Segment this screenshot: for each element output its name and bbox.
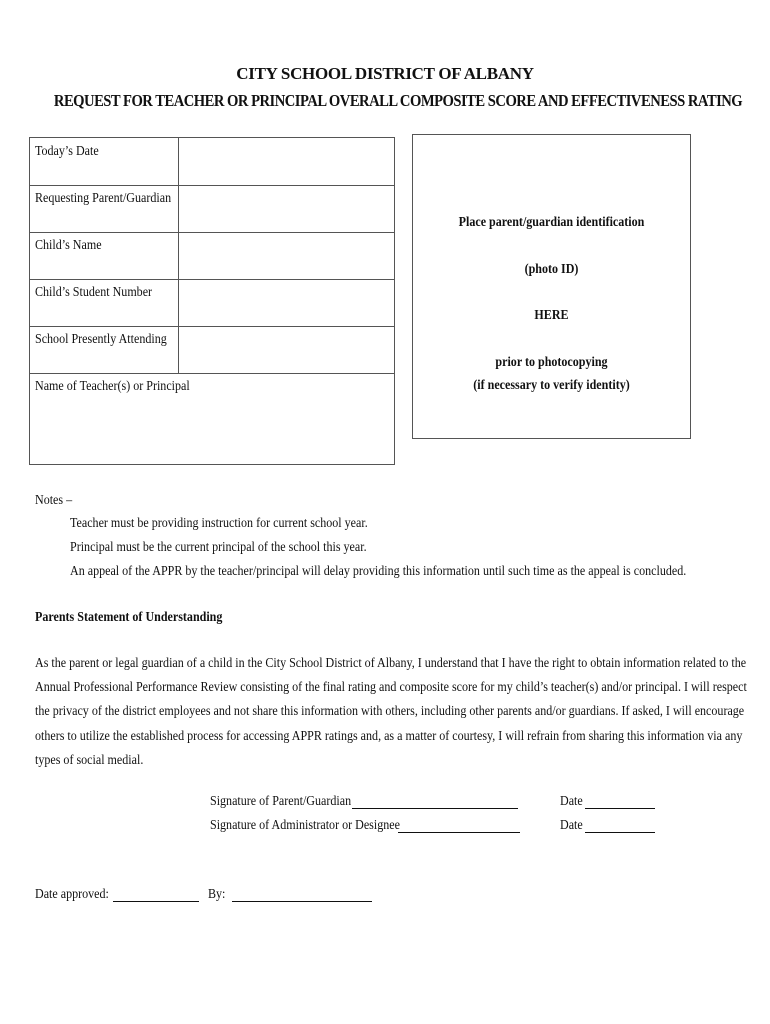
teacher-name-label: Name of Teacher(s) or Principal	[35, 379, 190, 394]
photo-box-line-3: HERE	[534, 308, 569, 323]
note-item: Principal must be the current principal of the school this year.	[70, 540, 367, 555]
requesting-parent-label: Requesting Parent/Guardian	[35, 191, 172, 206]
childs-name-field[interactable]	[178, 232, 395, 279]
date-approved-label: Date approved:	[35, 887, 109, 902]
row-requesting-parent	[30, 185, 394, 233]
form-title: REQUEST FOR TEACHER OR PRINCIPAL OVERALL COMPOSITE SCORE AND EFFECTIVENESS RATING	[53, 91, 743, 110]
photo-box-line-5: (if necessary to verify identity)	[473, 378, 630, 393]
student-number-label: Child’s Student Number	[35, 285, 153, 300]
photo-box-line-1: Place parent/guardian identification	[458, 215, 645, 230]
photo-box-line-4: prior to photocopying	[495, 355, 608, 370]
parent-signature-label: Signature of Parent/Guardian	[210, 794, 352, 809]
statement-line: Annual Professional Performance Review consisting of the final rating and composite score for my child’s teacher(s) and/or principal. I will respect	[35, 680, 747, 696]
student-number-field[interactable]	[178, 279, 395, 326]
admin-date-line[interactable]	[585, 818, 655, 833]
parent-signature-line[interactable]	[352, 794, 518, 809]
todays-date-label: Today’s Date	[35, 144, 99, 159]
statement-line: As the parent or legal guardian of a child in the City School District of Albany, I understand that I have the right to obtain information related to the	[35, 656, 747, 671]
note-item: Teacher must be providing instruction for current school year.	[70, 516, 368, 531]
teacher-name-field[interactable]	[178, 373, 394, 464]
photo-box-line-2: (photo ID)	[524, 262, 579, 277]
school-field[interactable]	[178, 326, 395, 373]
request-info-table	[29, 137, 395, 465]
approved-by-line[interactable]	[232, 887, 372, 902]
statement-paragraph	[35, 652, 747, 773]
notes-heading: Notes –	[35, 493, 73, 508]
statement-line: the privacy of the district employees and not share this information with others, including other parents and/or guardians. If asked, I will encourage	[35, 704, 745, 720]
admin-signature-line[interactable]	[398, 818, 520, 833]
date-approved-line[interactable]	[113, 887, 199, 902]
todays-date-field[interactable]	[178, 138, 395, 185]
parent-date-label: Date	[560, 794, 583, 809]
row-todays-date	[30, 138, 394, 186]
row-childs-name	[30, 232, 394, 280]
school-label: School Presently Attending	[35, 332, 167, 347]
note-item: An appeal of the APPR by the teacher/principal will delay providing this information until such time as the appeal is concluded.	[70, 564, 687, 579]
statement-line: others to utilize the established process for accessing APPR ratings and, as a matter of courtesy, I will refrain from sharing this information via any	[35, 728, 743, 744]
photo-id-box	[412, 134, 691, 439]
district-title: CITY SCHOOL DISTRICT OF ALBANY	[236, 64, 534, 83]
row-teacher-name	[30, 373, 394, 464]
row-school	[30, 326, 394, 374]
parent-date-line[interactable]	[585, 794, 655, 809]
requesting-parent-field[interactable]	[178, 185, 395, 232]
admin-signature-label: Signature of Administrator or Designee	[210, 818, 400, 833]
statement-heading: Parents Statement of Understanding	[35, 610, 223, 625]
statement-line: types of social medial.	[35, 752, 144, 768]
childs-name-label: Child’s Name	[35, 238, 102, 253]
admin-date-label: Date	[560, 818, 583, 833]
approved-by-label: By:	[208, 887, 226, 902]
row-student-number	[30, 279, 394, 327]
